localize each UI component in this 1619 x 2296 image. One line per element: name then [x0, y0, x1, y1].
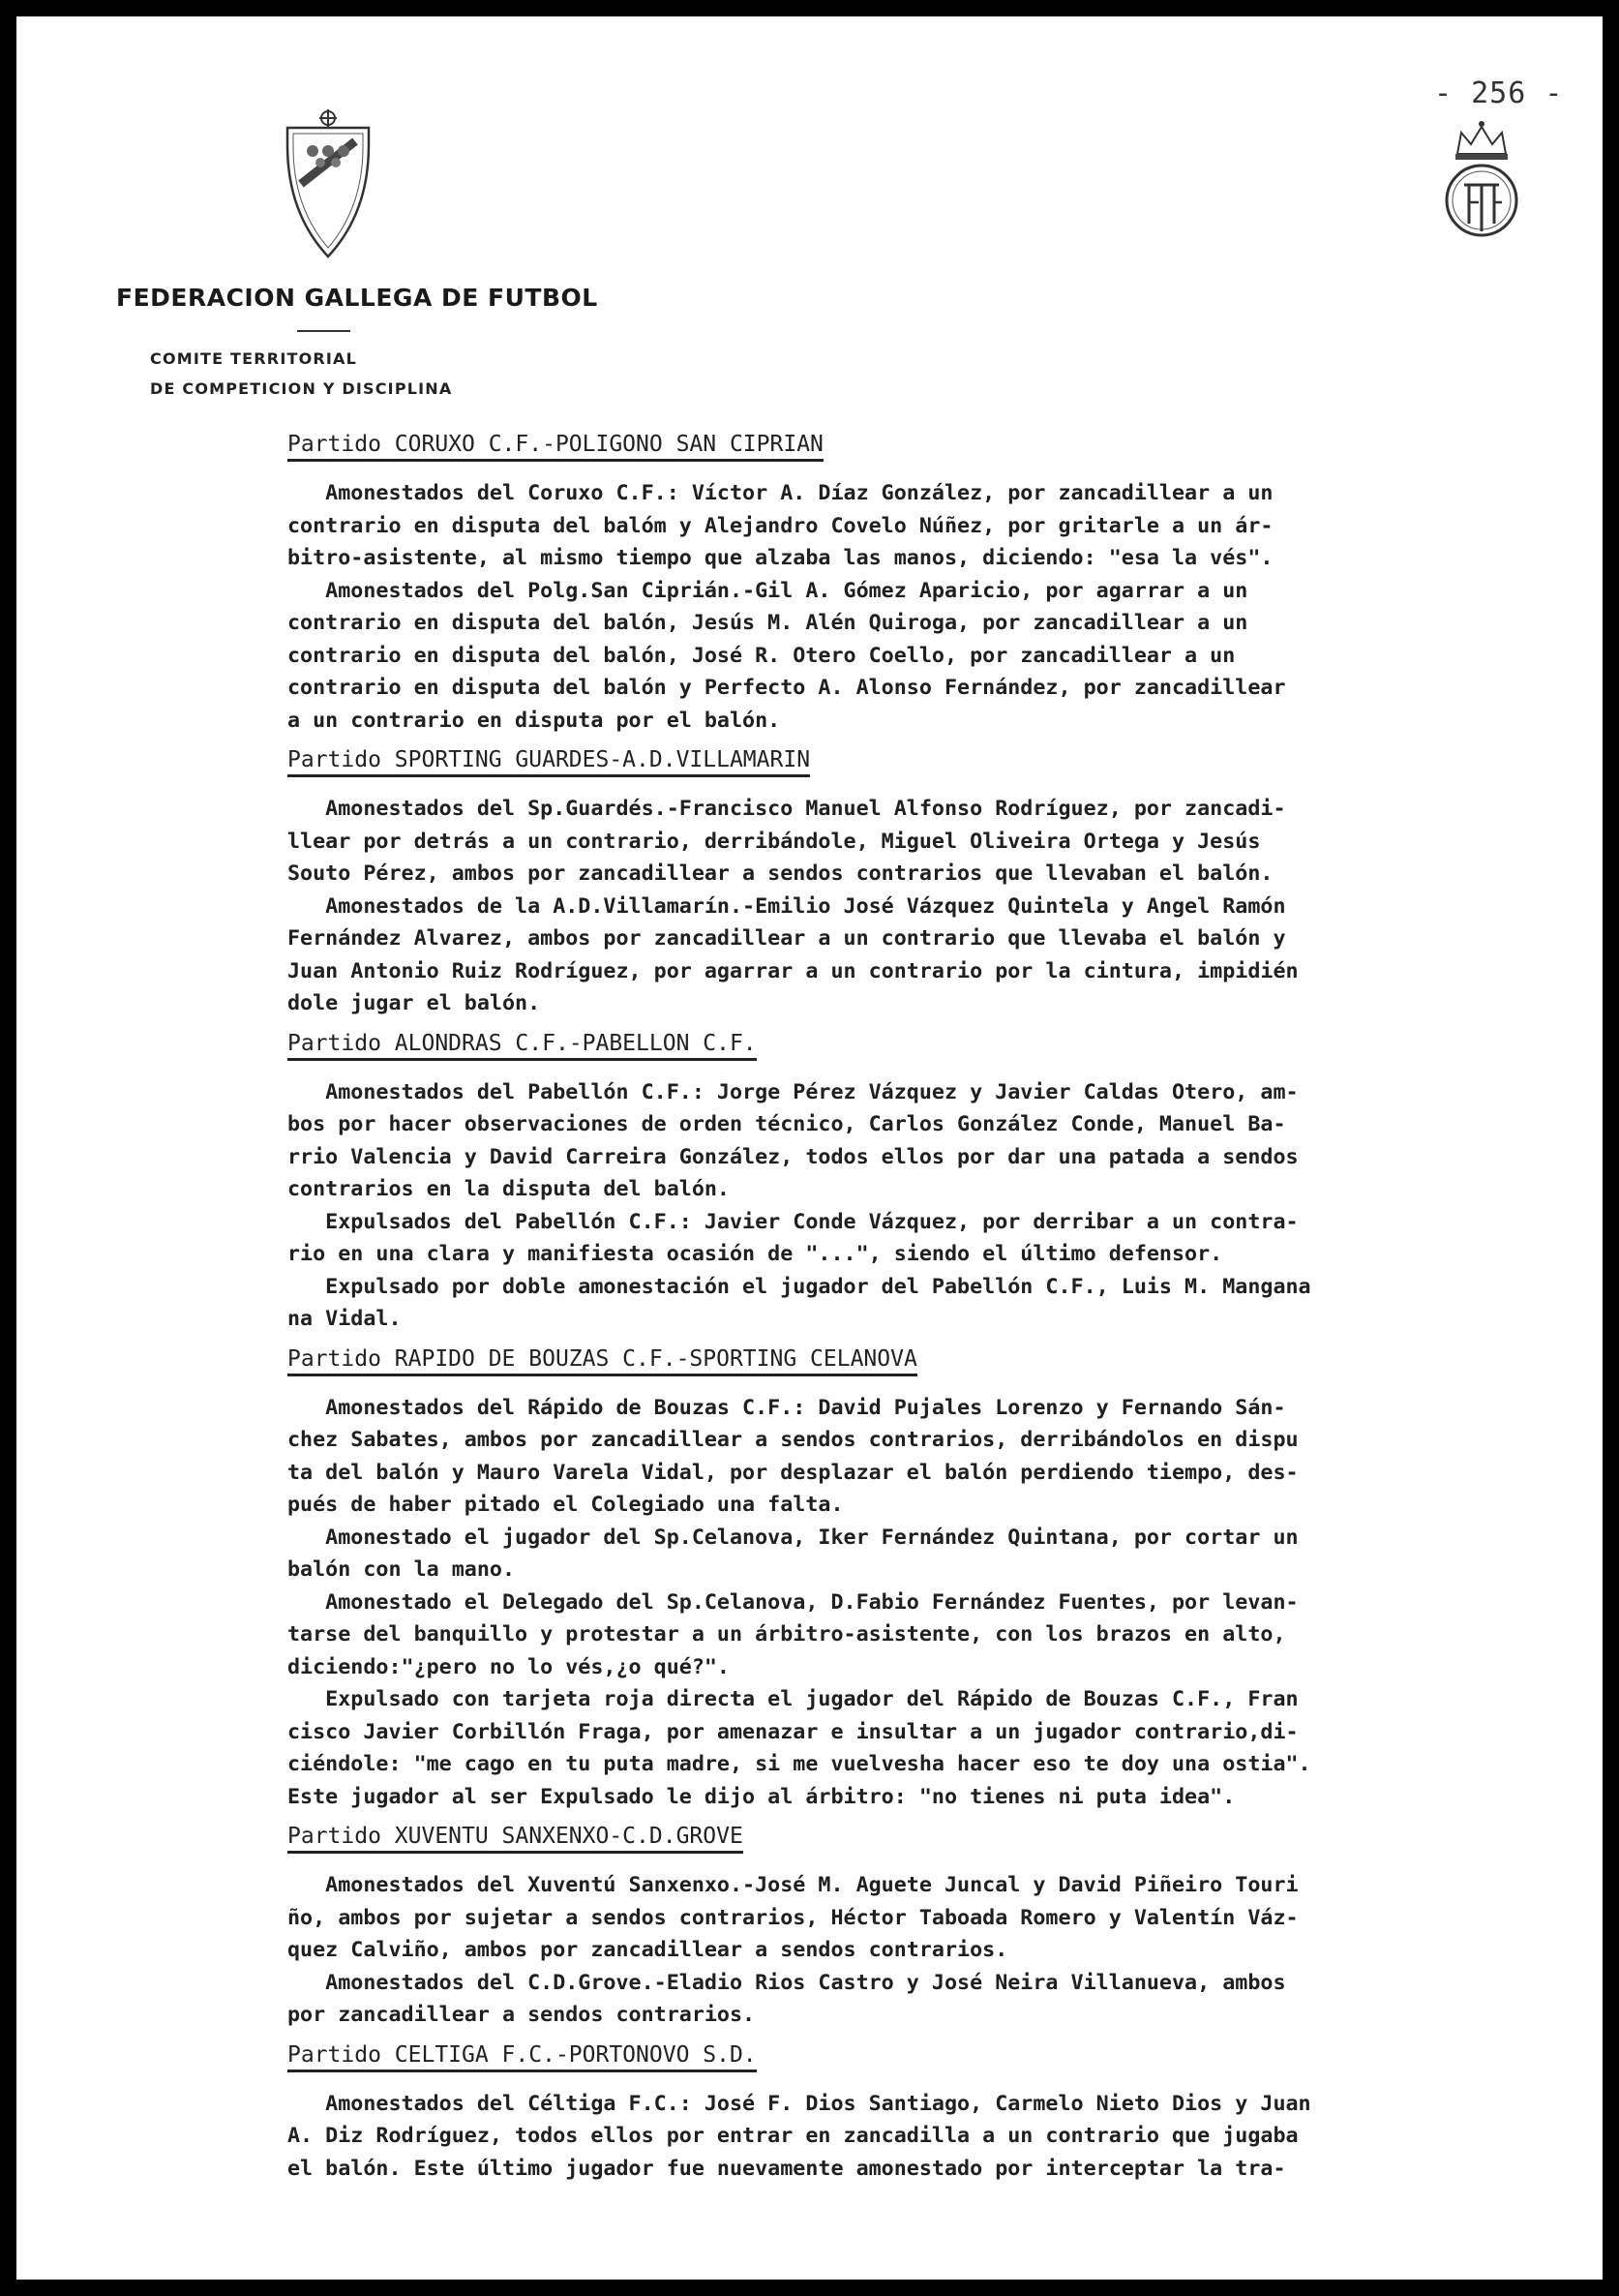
- match-section: [287, 1030, 1603, 1336]
- match-heading: Partido CELTIGA F.C.-PORTONOVO S.D.: [287, 2041, 757, 2072]
- text-line: contrario en disputa del balón, José R. Otero Coello, por zancadillear a un: [287, 643, 1236, 668]
- text-line: Expulsado con tarjeta roja directa el jugador del Rápido de Bouzas C.F., Fran: [287, 1687, 1299, 1711]
- text-line: Amonestados del Sp.Guardés.-Francisco Manuel Alfonso Rodríguez, por zancadi-: [287, 797, 1286, 821]
- crowned-fgf-emblem-icon: [1440, 117, 1523, 253]
- match-section: [287, 431, 1603, 737]
- sanction-paragraph: [287, 793, 1603, 891]
- text-line: ta del balón y Mauro Varela Vidal, por desplazar el balón perdiendo tiempo, des-: [287, 1460, 1299, 1485]
- sanction-paragraph: [287, 1392, 1603, 1522]
- sanction-paragraph: [287, 1586, 1603, 1684]
- sanction-paragraph: [287, 1206, 1603, 1271]
- text-line: Amonestados de la A.D.Villamarín.-Emilio José Vázquez Quintela y Angel Ramón: [287, 893, 1286, 919]
- match-heading: Partido RAPIDO DE BOUZAS C.F.-SPORTING CELANOVA: [287, 1345, 917, 1376]
- text-line: diciendo:"¿pero no lo vés,¿o qué?".: [287, 1654, 730, 1679]
- text-line: Amonestado el Delegado del Sp.Celanova, D.Fabio Fernández Fuentes, por levan-: [287, 1589, 1299, 1615]
- text-line: contrario en disputa del balón y Perfecto A. Alonso Fernández, por zancadillear: [287, 676, 1286, 700]
- text-line: Amonestados del Xuventú Sanxenxo.-José M. Aguete Juncal y David Piñeiro Touri: [287, 1873, 1299, 1897]
- sanction-paragraph: [287, 1271, 1603, 1336]
- sanction-paragraph: [287, 1967, 1603, 2032]
- shield-crest-icon: [280, 106, 376, 261]
- committee-line-2: DE COMPETICION Y DISCIPLINA: [150, 379, 453, 398]
- text-line: Amonestados del Pabellón C.F.: Jorge Pérez Vázquez y Javier Caldas Otero, am-: [287, 1079, 1299, 1104]
- page-number: - 256 -: [1434, 76, 1564, 110]
- text-line: Amonestados del C.D.Grove.-Eladio Rios Castro y José Neira Villanueva, ambos: [287, 1970, 1286, 1995]
- match-section: [287, 1345, 1603, 1814]
- text-line: dole jugar el balón.: [287, 991, 541, 1015]
- text-line: Amonestado el jugador del Sp.Celanova, Iker Fernández Quintana, por cortar un: [287, 1525, 1299, 1550]
- text-line: por zancadillear a sendos contrarios.: [287, 2003, 756, 2027]
- sanction-paragraph: [287, 1869, 1603, 1967]
- match-heading: Partido ALONDRAS C.F.-PABELLON C.F.: [287, 1030, 757, 1061]
- text-line: Fernández Alvarez, ambos por zancadillear a un contrario que llevaba el balón y: [287, 926, 1286, 951]
- text-line: contrario en disputa del balón, Jesús M. Alén Quiroga, por zancadillear a un: [287, 611, 1248, 635]
- header-divider: [297, 330, 350, 332]
- text-line: tarse del banquillo y protestar a un árbitro-asistente, con los brazos en alto,: [287, 1622, 1286, 1646]
- text-line: chez Sabates, ambos por zancadillear a sendos contrarios, derribándolos en dispu: [287, 1428, 1299, 1452]
- match-section: [287, 746, 1603, 1020]
- sanction-paragraph: [287, 575, 1603, 738]
- text-line: ciéndole: "me cago en tu puta madre, si me vuelvesha hacer eso te doy una ostia".: [287, 1752, 1311, 1776]
- text-line: Amonestados del Céltiga F.C.: José F. Dios Santiago, Carmelo Nieto Dios y Juan: [287, 2091, 1311, 2116]
- text-line: a un contrario en disputa por el balón.: [287, 708, 781, 733]
- text-line: Juan Antonio Ruiz Rodríguez, por agarrar a un contrario por la cintura, impidién: [287, 958, 1299, 983]
- sanction-paragraph: [287, 1076, 1603, 1206]
- text-line: rio en una clara y manifiesta ocasión de "...", siendo el último defensor.: [287, 1242, 1223, 1266]
- text-line: na Vidal.: [287, 1307, 402, 1331]
- text-line: llear por detrás a un contrario, derribándole, Miguel Oliveira Ortega y Jesús: [287, 829, 1261, 854]
- committee-line-1: COMITE TERRITORIAL: [150, 349, 358, 368]
- text-line: balón con la mano.: [287, 1557, 516, 1582]
- sanction-paragraph: [287, 1683, 1603, 1813]
- text-line: Este jugador al ser Expulsado le dijo al árbitro: "no tienes ni puta idea".: [287, 1784, 1236, 1809]
- text-line: rrio Valencia y David Carreira González, todos ellos por dar una patada a sendos: [287, 1144, 1299, 1169]
- resolution-body: [287, 431, 1603, 2194]
- text-line: ño, ambos por sujetar a sendos contrarios, Héctor Taboada Romero y Valentín Váz-: [287, 1905, 1299, 1930]
- match-heading: Partido SPORTING GUARDES-A.D.VILLAMARIN: [287, 746, 810, 777]
- text-line: pués de haber pitado el Colegiado una falta.: [287, 1493, 844, 1517]
- text-line: contrario en disputa del balóm y Alejandro Covelo Núñez, por gritarle a un ár-: [287, 513, 1274, 538]
- sanction-paragraph: [287, 2088, 1603, 2186]
- text-line: el balón. Este último jugador fue nuevamente amonestado por interceptar la tra-: [287, 2156, 1286, 2181]
- text-line: Amonestados del Rápido de Bouzas C.F.: David Pujales Lorenzo y Fernando Sán-: [287, 1395, 1286, 1420]
- document-page: [16, 16, 1603, 2280]
- text-line: A. Diz Rodríguez, todos ellos por entrar en zancadilla a un contrario que jugaba: [287, 2124, 1299, 2148]
- text-line: quez Calviño, ambos por zancadillear a sendos contrarios.: [287, 1938, 1008, 1962]
- text-line: bitro-asistente, al mismo tiempo que alzaba las manos, diciendo: "esa la vés".: [287, 546, 1274, 570]
- text-line: Souto Pérez, ambos por zancadillear a sendos contrarios que llevaban el balón.: [287, 861, 1274, 886]
- text-line: Amonestados del Polg.San Ciprián.-Gil A. Gómez Aparicio, por agarrar a un: [287, 578, 1248, 603]
- text-line: Expulsados del Pabellón C.F.: Javier Conde Vázquez, por derribar a un contra-: [287, 1209, 1299, 1234]
- text-line: cisco Javier Corbillón Fraga, por amenazar e insultar a un jugador contrario,di-: [287, 1719, 1299, 1744]
- organization-name: FEDERACION GALLEGA DE FUTBOL: [116, 284, 598, 312]
- sanction-paragraph: [287, 891, 1603, 1020]
- text-line: Amonestados del Coruxo C.F.: Víctor A. Díaz González, por zancadillear a un: [287, 481, 1274, 505]
- match-section: [287, 1823, 1603, 2032]
- text-line: bos por hacer observaciones de orden técnico, Carlos González Conde, Manuel Ba-: [287, 1112, 1286, 1136]
- text-line: Expulsado por doble amonestación el jugador del Pabellón C.F., Luis M. Mangana: [287, 1274, 1311, 1299]
- sanction-paragraph: [287, 477, 1603, 575]
- match-section: [287, 2041, 1603, 2186]
- text-line: contrarios en la disputa del balón.: [287, 1177, 730, 1201]
- match-heading: Partido XUVENTU SANXENXO-C.D.GROVE: [287, 1823, 743, 1854]
- sanction-paragraph: [287, 1522, 1603, 1586]
- match-heading: Partido CORUXO C.F.-POLIGONO SAN CIPRIAN: [287, 431, 824, 462]
